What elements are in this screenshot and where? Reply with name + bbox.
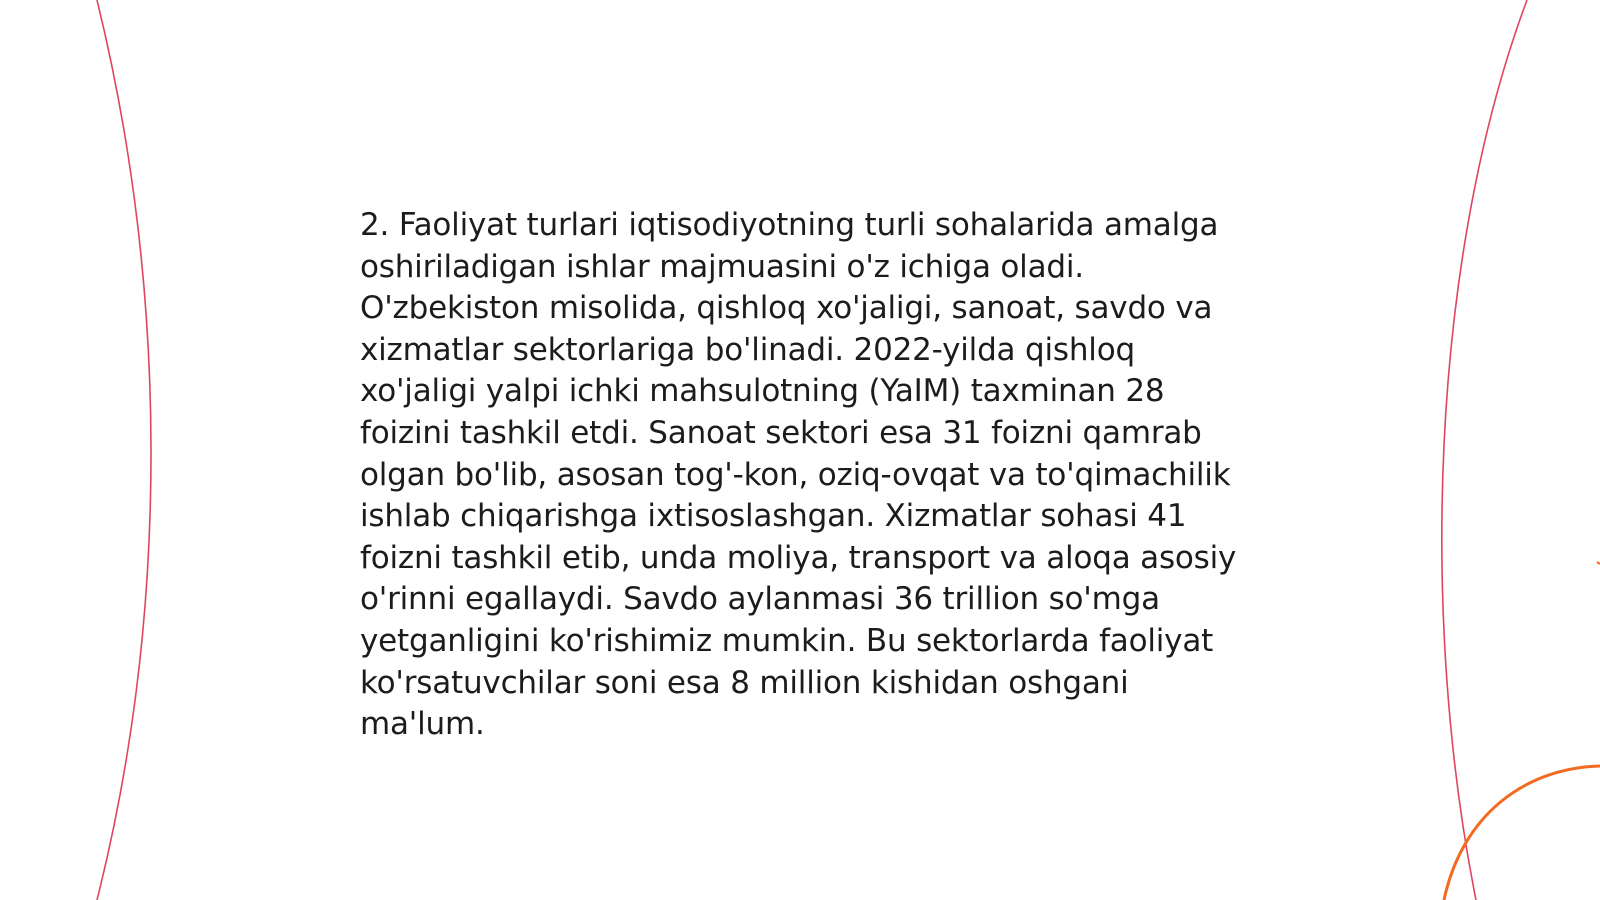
right-curve-line <box>1442 0 1527 900</box>
orange-arc <box>1444 766 1600 900</box>
slide-body-text: 2. Faoliyat turlari iqtisodiyotning turli sohalarida amalga oshiriladigan ishlar majmuasini o'z ichiga oladi. O'zbekiston misolida, qishloq xo'jaligi, sanoat, savdo va xizmatlar sektorlariga bo'linadi. 2022-yilda qishloq xo'jaligi yalpi ichki mahsulotning (YaIM) taxminan 28 foizini tashkil etdi. Sanoat sektori esa 31 foizni qamrab olgan bo'lib, asosan tog'-kon, oziq-ovqat va to'qimachilik ishlab chiqarishga ixtisoslashgan. Xizmatlar sohasi 41 foizni tashkil etib, unda moliya, transport va aloqa asosiy o'rinni egallaydi. Savdo aylanmasi 36 trillion so'mga yetganligini ko'rishimiz mumkin. Bu sektorlarda faoliyat ko'rsatuvchilar soni esa 8 million kishidan oshgani ma'lum. <box>360 207 1237 743</box>
left-curve-line <box>97 0 151 900</box>
